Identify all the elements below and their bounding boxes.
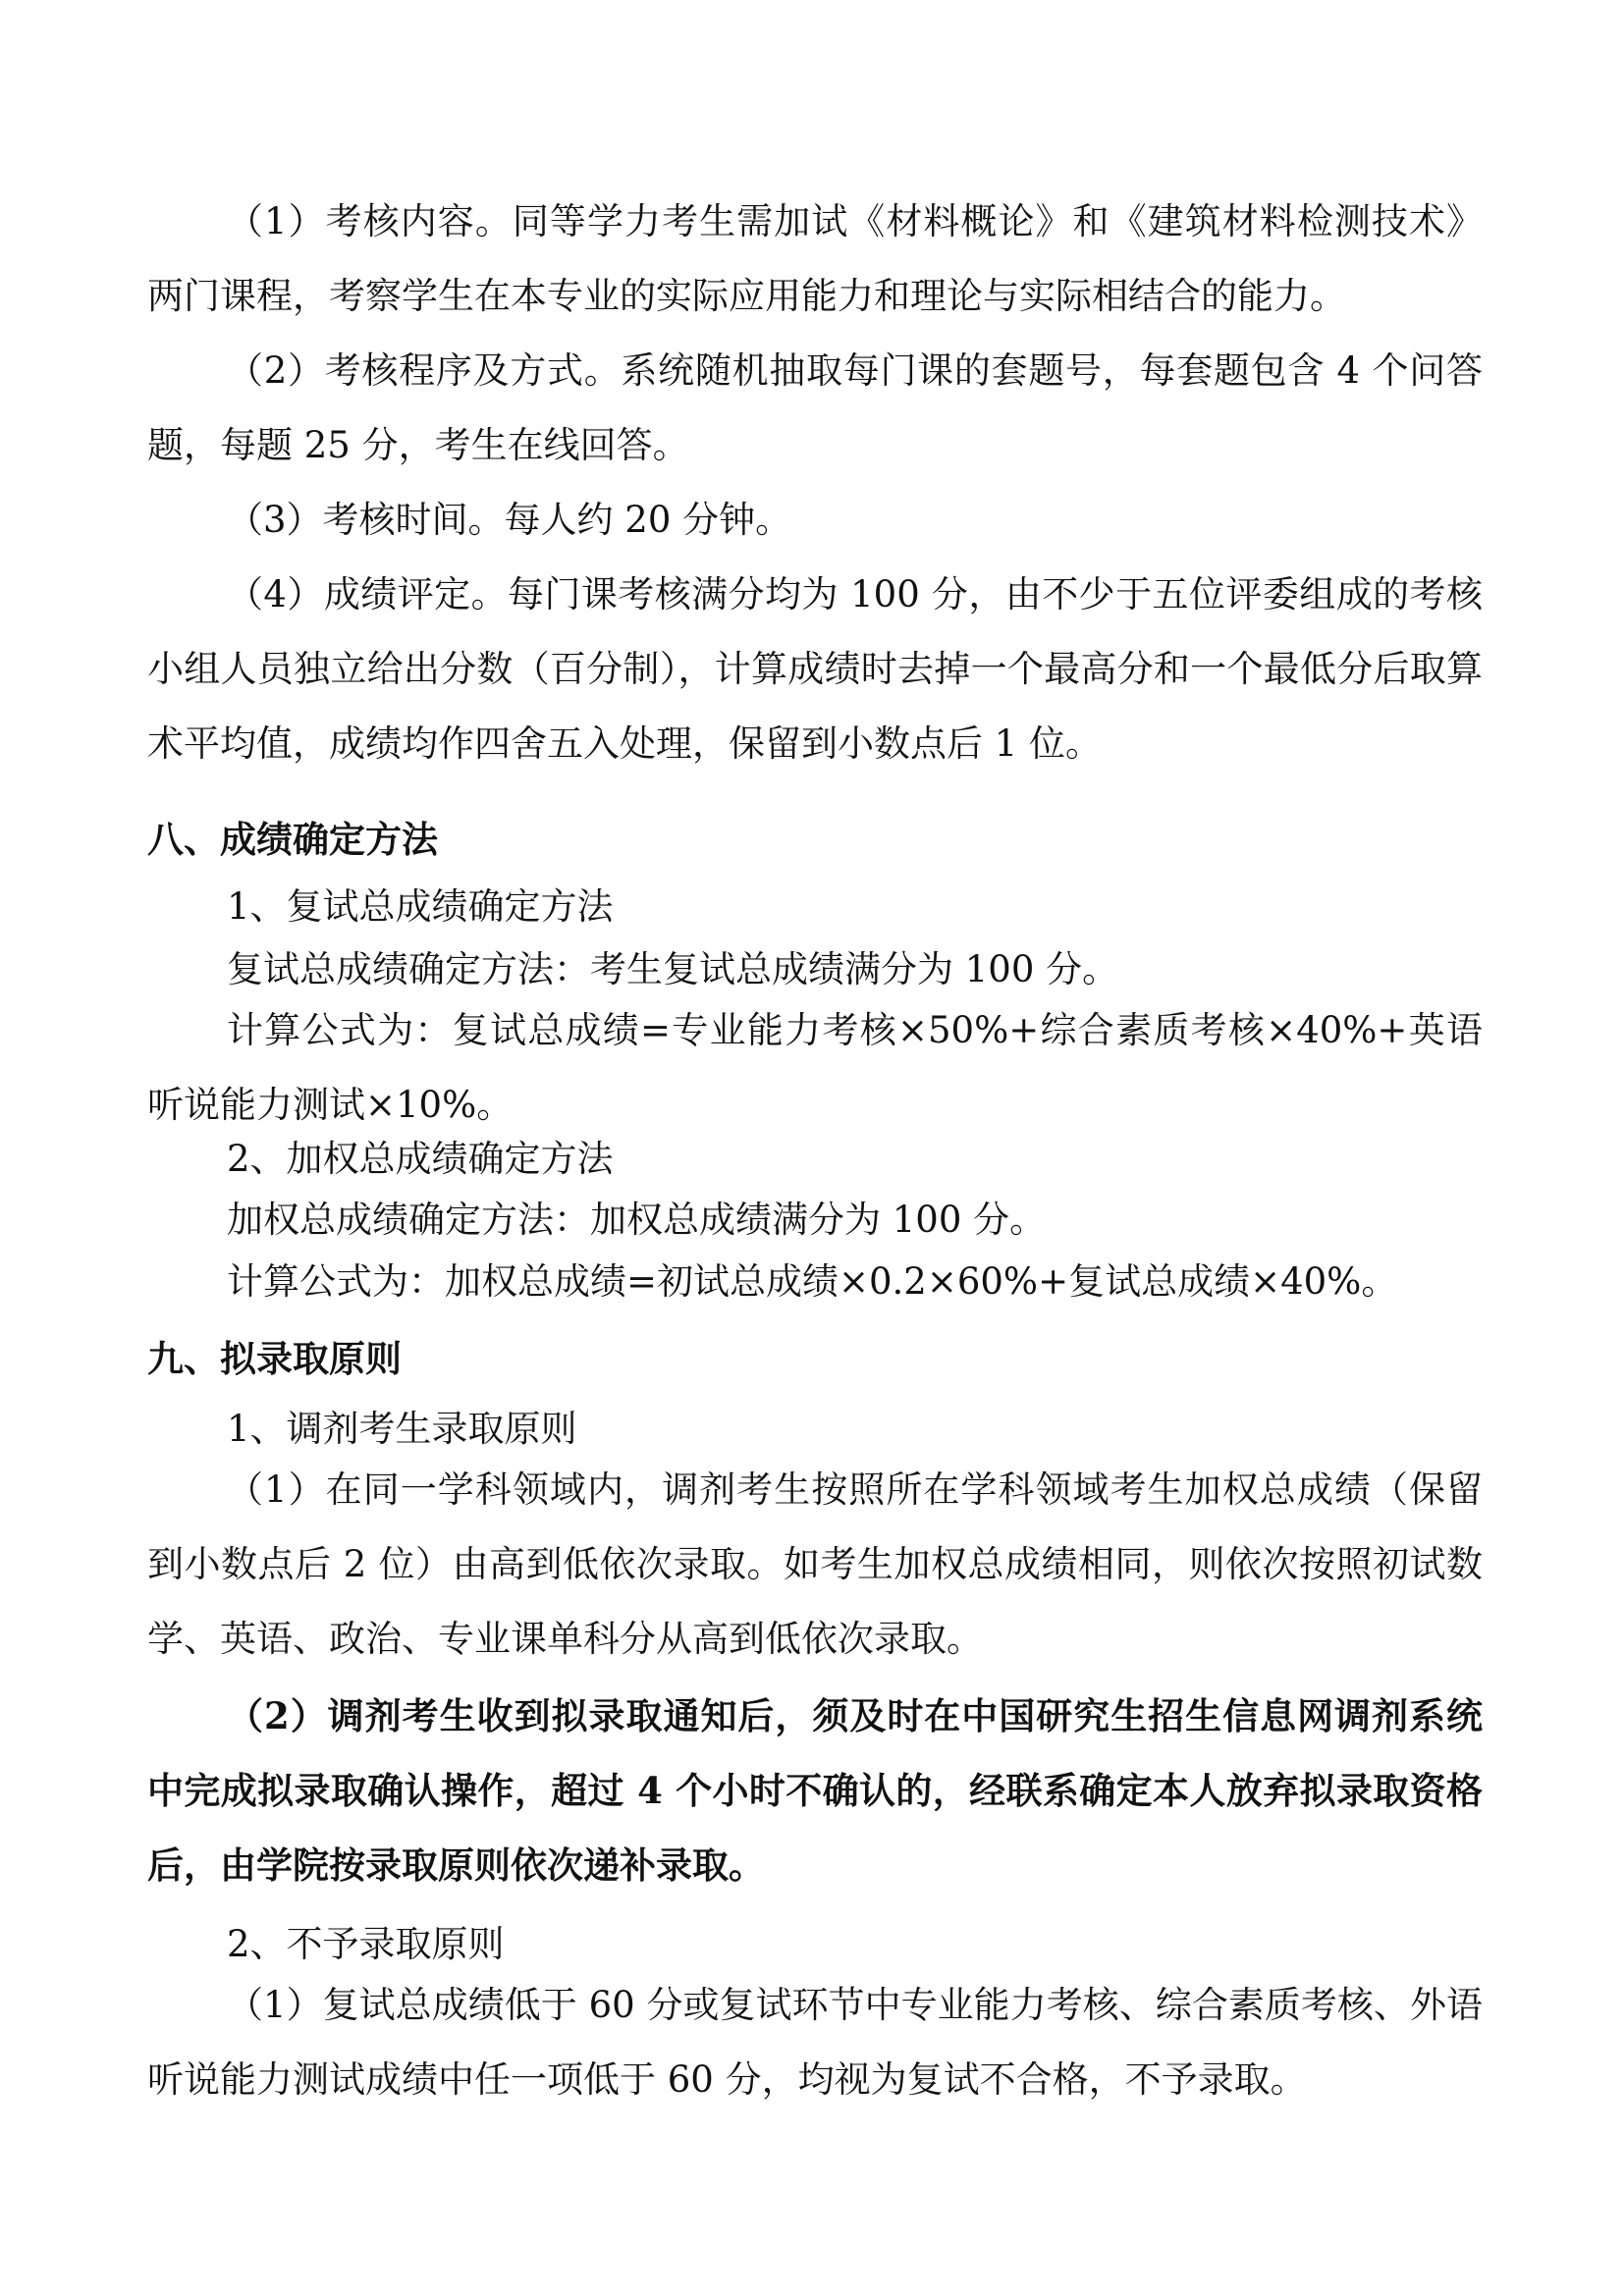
retest-score-method-title: 1、复试总成绩确定方法 (227, 885, 614, 928)
section-8-heading: 八、成绩确定方法 (147, 819, 438, 861)
assessment-procedure-paragraph: （2）考核程序及方式。系统随机抽取每门课的套题号，每套题包含 4 个问答题，每题 25 分，考生在线回答。 (147, 349, 1483, 466)
weighted-score-method-desc: 加权总成绩确定方法：加权总成绩满分为 100 分。 (227, 1199, 1047, 1241)
weighted-score-method-title: 2、加权总成绩确定方法 (227, 1138, 614, 1180)
no-admission-rule-1: （1）复试总成绩低于 60 分或复试环节中专业能力考核、综合素质考核、外语听说能力测试成绩中任一项低于 60 分，均视为复试不合格，不予录取。 (147, 1984, 1483, 2101)
weighted-score-formula: 计算公式为：加权总成绩=初试总成绩×0.2×60%+复试总成绩×40%。 (227, 1260, 1398, 1303)
adjust-admission-rule-1: （1）在同一学科领域内，调剂考生按照所在学科领域考生加权总成绩（保留到小数点后 2 位）由高到低依次录取。如考生加权总成绩相同，则依次按照初试数学、英语、政治、专业课单科分从高到低依次录取。 (147, 1468, 1483, 1660)
no-admission-principle-title: 2、不予录取原则 (227, 1923, 505, 1965)
retest-score-method-desc: 复试总成绩确定方法：考生复试总成绩满分为 100 分。 (227, 948, 1119, 990)
section-9-heading: 九、拟录取原则 (147, 1338, 402, 1380)
adjust-admission-principle-title: 1、调剂考生录取原则 (227, 1408, 577, 1450)
score-evaluation-paragraph: （4）成绩评定。每门课考核满分均为 100 分，由不少于五位评委组成的考核小组人员独立给出分数（百分制），计算成绩时去掉一个最高分和一个最低分后取算术平均值，成绩均作四舍五入处理，保留到小数点后 1 位。 (147, 573, 1483, 765)
assessment-content-paragraph: （1）考核内容。同等学力考生需加试《材料概论》和《建筑材料检测技术》两门课程，考察学生在本专业的实际应用能力和理论与实际相结合的能力。 (147, 200, 1483, 317)
retest-score-formula: 计算公式为：复试总成绩=专业能力考核×50%+综合素质考核×40%+英语听说能力测试×10%。 (147, 1009, 1483, 1126)
assessment-time-paragraph: （3）考核时间。每人约 20 分钟。 (227, 499, 792, 541)
adjust-admission-rule-2: （2）调剂考生收到拟录取通知后，须及时在中国研究生招生信息网调剂系统中完成拟录取确认操作，超过 4 个小时不确认的，经联系确定本人放弃拟录取资格后，由学院按录取原则依次递补录取。 (147, 1694, 1483, 1887)
